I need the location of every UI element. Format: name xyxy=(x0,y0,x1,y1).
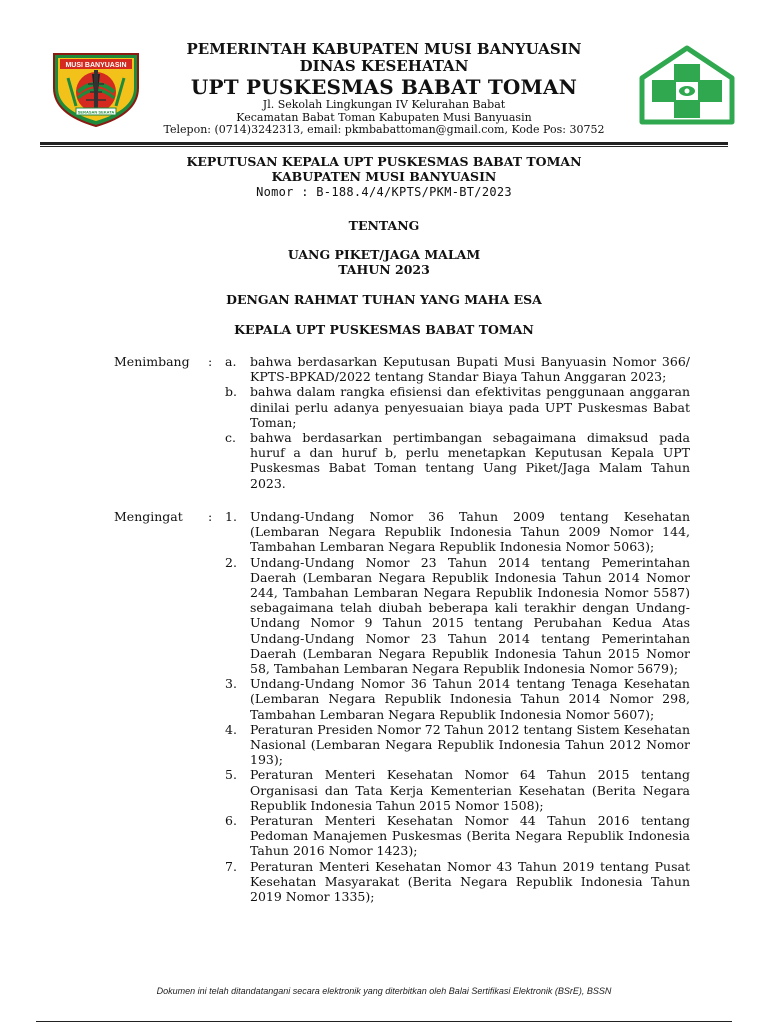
item-marker: 2. xyxy=(225,554,237,570)
item-marker: c. xyxy=(225,430,236,446)
letterhead-office: DINAS KESEHATAN xyxy=(299,57,469,75)
item-marker: b. xyxy=(225,384,237,400)
item-marker: 3. xyxy=(225,676,237,692)
item-marker: 6. xyxy=(225,813,237,829)
mengingat-colon: : xyxy=(208,509,213,524)
letterhead-unit: UPT PUSKESMAS BABAT TOMAN xyxy=(190,75,578,99)
mengingat-label: Mengingat xyxy=(114,509,183,524)
menimbang-item xyxy=(114,430,690,491)
letterhead-rule-thick xyxy=(40,142,728,145)
crest-banner-text: MUSI BANYUASIN xyxy=(65,62,127,69)
decree-title-line2: KABUPATEN MUSI BANYUASIN xyxy=(271,169,497,184)
mengingat-item xyxy=(114,676,690,722)
mengingat-item xyxy=(114,509,690,555)
menimbang-item xyxy=(114,354,690,384)
item-text: Peraturan Presiden Nomor 72 Tahun 2012 tentang Sistem Kesehatan Nasional (Lembaran Negara Republik Indonesia Tahun 2012 Nomor 193); xyxy=(250,721,690,768)
mengingat-item xyxy=(114,767,690,813)
menimbang-item xyxy=(114,384,690,430)
decree-about-heading: TENTANG xyxy=(348,218,420,233)
letterhead xyxy=(0,0,768,150)
menimbang-label: Menimbang xyxy=(114,354,190,369)
menimbang-colon: : xyxy=(208,354,213,369)
menimbang-section xyxy=(114,354,690,491)
mengingat-item xyxy=(114,813,690,859)
item-text: bahwa dalam rangka efisiensi dan efektivitas penggunaan anggaran dinilai perlu adanya penyesuaian biaya pada UPT Puskesmas Babat Toman; xyxy=(250,384,690,430)
mengingat-section xyxy=(114,509,690,904)
item-marker: 7. xyxy=(225,858,237,874)
item-text: Peraturan Menteri Kesehatan Nomor 44 Tahun 2016 tentang Pedoman Manajemen Puskesmas (Berita Negara Republik Indonesia Tahun 2016 Nomor 1423); xyxy=(250,813,690,859)
item-text: Undang-Undang Nomor 23 Tahun 2014 tentang Pemerintahan Daerah (Lembaran Negara Republik Indonesia Tahun 2014 Nomor 244, Tambahan Lembaran Negara Republik Indonesia Nomor 5587) sebagaimana telah diubah beberapa kali terakhir dengan Undang-Undang Nomor 9 Tahun 2015 tentang Perubahan Kedua Atas Undang-Undang Nomor 23 Tahun 2014 tentang Pemerintahan Daerah (Lembaran Negara Republik Indonesia Tahun 2015 Nomor 58, Tambahan Lembaran Negara Republik Indonesia Nomor 5679); xyxy=(250,554,690,677)
mengingat-item xyxy=(114,722,690,768)
mengingat-item xyxy=(114,555,690,677)
item-text: bahwa berdasarkan Keputusan Bupati Musi Banyuasin Nomor 366/ KPTS-BPKAD/2022 tentang Standar Biaya Tahun Anggaran 2023; xyxy=(250,354,690,385)
item-marker: 4. xyxy=(225,721,237,737)
item-marker: 5. xyxy=(225,767,237,783)
decree-invocation: DENGAN RAHMAT TUHAN YANG MAHA ESA xyxy=(226,292,542,307)
item-text: Undang-Undang Nomor 36 Tahun 2014 tentang Tenaga Kesehatan (Lembaran Negara Republik Indonesia Tahun 2014 Nomor 298, Tambahan Lembaran Negara Republik Indonesia Nomor 5607); xyxy=(250,676,690,722)
item-text: bahwa berdasarkan pertimbangan sebagaimana dimaksud pada huruf a dan huruf b, perlu menetapkan Keputusan Kepala UPT Puskesmas Babat Toman tentang Uang Piket/Jaga Malam Tahun 2023. xyxy=(250,430,690,491)
footer-rule xyxy=(36,1021,732,1022)
letterhead-rule-thin xyxy=(40,146,728,147)
item-text: Undang-Undang Nomor 36 Tahun 2009 tentang Kesehatan (Lembaran Negara Republik Indonesia Tahun 2009 Nomor 144, Tambahan Lembaran Negara Republik Indonesia Nomor 5063); xyxy=(250,509,690,555)
letterhead-address-line2: Kecamatan Babat Toman Kabupaten Musi Banyuasin xyxy=(236,111,532,124)
item-marker: 1. xyxy=(225,509,237,524)
letterhead-address-line1: Jl. Sekolah Lingkungan IV Kelurahan Babat xyxy=(262,98,506,111)
puskesmas-cross-house-icon xyxy=(638,44,736,126)
decree-subject-line1: UANG PIKET/JAGA MALAM xyxy=(287,247,481,262)
mengingat-item xyxy=(114,859,690,905)
decree-number: Nomor : B-188.4/4/KPTS/PKM-BT/2023 xyxy=(256,185,512,199)
decree-subject-line2: TAHUN 2023 xyxy=(338,262,430,277)
item-marker: a. xyxy=(225,354,237,369)
decree-title-line1: KEPUTUSAN KEPALA UPT PUSKESMAS BABAT TOMAN xyxy=(186,154,582,169)
electronic-signature-note: Dokumen ini telah ditandatangani secara elektronik yang diterbitkan oleh Balai Sertifikasi Elektronik (BSrE), BSSN xyxy=(156,986,612,996)
letterhead-contact: Telepon: (0714)3242313, email: pkmbabattoman@gmail.com, Kode Pos: 30752 xyxy=(163,123,605,136)
item-text: Peraturan Menteri Kesehatan Nomor 64 Tahun 2015 tentang Organisasi dan Tata Kerja Kementerian Kesehatan (Berita Negara Republik Indonesia Tahun 2015 Nomor 1508); xyxy=(250,767,690,813)
decree-issuer: KEPALA UPT PUSKESMAS BABAT TOMAN xyxy=(234,322,534,337)
crest-motto-text: SERASAN SEKATA xyxy=(77,109,115,115)
item-text: Peraturan Menteri Kesehatan Nomor 43 Tahun 2019 tentang Pusat Kesehatan Masyarakat (Berita Negara Republik Indonesia Tahun 2019 Nomor 1335); xyxy=(250,858,690,905)
letterhead-government: PEMERINTAH KABUPATEN MUSI BANYUASIN xyxy=(186,40,582,58)
